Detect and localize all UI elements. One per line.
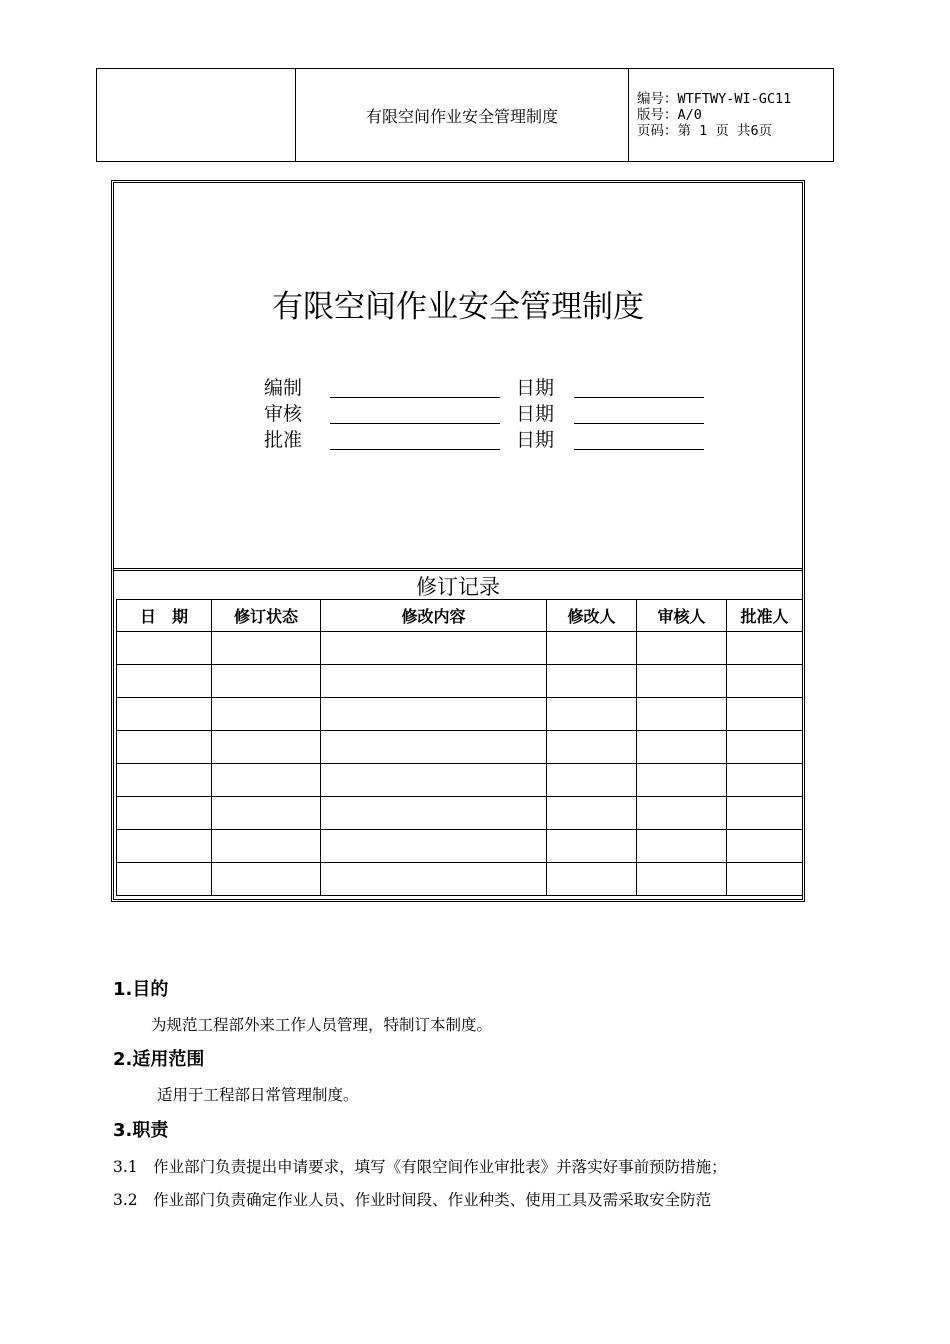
revision-cell bbox=[547, 764, 637, 797]
date-line bbox=[574, 423, 704, 424]
col-header-status: 修订状态 bbox=[212, 600, 321, 632]
signature-label: 审核 bbox=[264, 403, 303, 425]
revision-row bbox=[117, 665, 803, 698]
revision-cell bbox=[547, 665, 637, 698]
header-title: 有限空间作业安全管理制度 bbox=[296, 69, 629, 161]
revision-cell bbox=[321, 830, 547, 863]
revision-cell bbox=[117, 863, 212, 896]
signature-label: 编制 bbox=[264, 377, 303, 399]
date-label: 日期 bbox=[516, 429, 555, 451]
revision-cell bbox=[321, 698, 547, 731]
revision-cell bbox=[727, 632, 803, 665]
signature-line bbox=[330, 449, 500, 450]
date-line bbox=[574, 449, 704, 450]
logo-cell bbox=[97, 69, 296, 161]
revision-cell bbox=[637, 698, 727, 731]
revision-cell bbox=[547, 698, 637, 731]
revision-row bbox=[117, 632, 803, 665]
revision-cell bbox=[117, 698, 212, 731]
revision-cell bbox=[637, 731, 727, 764]
revision-cell bbox=[321, 731, 547, 764]
col-header-date: 日 期 bbox=[117, 600, 212, 632]
revision-cell bbox=[321, 797, 547, 830]
page-number: 页码：第 1 页 共6页 bbox=[637, 123, 773, 139]
signature-line bbox=[330, 397, 500, 398]
revision-row bbox=[117, 698, 803, 731]
revision-cell bbox=[117, 632, 212, 665]
cover-title: 有限空间作业安全管理制度 bbox=[272, 289, 644, 325]
section-paragraph: 3.1 作业部门负责提出申请要求，填写《有限空间作业审批表》并落实好事前预防措施； bbox=[113, 1158, 727, 1176]
revision-cell bbox=[637, 797, 727, 830]
revision-cell bbox=[117, 797, 212, 830]
revision-cell bbox=[117, 665, 212, 698]
cover-box bbox=[111, 180, 805, 902]
revision-cell bbox=[212, 632, 321, 665]
revision-cell bbox=[727, 863, 803, 896]
revision-cell bbox=[321, 863, 547, 896]
header-meta bbox=[629, 69, 833, 161]
revision-cell bbox=[212, 731, 321, 764]
revision-cell bbox=[727, 764, 803, 797]
signature-line bbox=[330, 423, 500, 424]
section-heading-responsibility: 3.职责 bbox=[113, 1120, 169, 1141]
revision-row bbox=[117, 797, 803, 830]
revision-cell bbox=[212, 830, 321, 863]
revision-cell bbox=[117, 731, 212, 764]
col-header-reviewer: 审核人 bbox=[637, 600, 727, 632]
document-version: 版号：A/0 bbox=[637, 107, 702, 123]
revision-row bbox=[117, 764, 803, 797]
col-header-content: 修改内容 bbox=[321, 600, 547, 632]
signature-label: 批准 bbox=[264, 429, 303, 451]
revision-cell bbox=[727, 665, 803, 698]
document-code: 编号：WTFTWY-WI-GC11 bbox=[637, 91, 792, 107]
section-heading-purpose: 1.目的 bbox=[113, 979, 169, 1000]
revision-cell bbox=[321, 764, 547, 797]
revision-cell bbox=[637, 764, 727, 797]
revision-cell bbox=[727, 830, 803, 863]
revision-row bbox=[117, 830, 803, 863]
section-heading-scope: 2.适用范围 bbox=[113, 1049, 205, 1070]
revision-cell bbox=[117, 830, 212, 863]
revision-cell bbox=[637, 863, 727, 896]
revision-cell bbox=[212, 863, 321, 896]
document-header bbox=[96, 68, 834, 162]
revision-cell bbox=[637, 830, 727, 863]
section-paragraph: 为规范工程部外来工作人员管理，特制订本制度。 bbox=[151, 1016, 493, 1034]
revision-title: 修订记录 bbox=[416, 575, 500, 599]
revision-cell bbox=[321, 632, 547, 665]
revision-cell bbox=[212, 764, 321, 797]
date-label: 日期 bbox=[516, 377, 555, 399]
revision-body bbox=[117, 632, 803, 896]
revision-header-row bbox=[117, 600, 803, 632]
revision-cell bbox=[321, 665, 547, 698]
revision-table bbox=[116, 599, 803, 896]
revision-cell bbox=[547, 632, 637, 665]
date-label: 日期 bbox=[516, 403, 555, 425]
revision-cell bbox=[212, 797, 321, 830]
revision-cell bbox=[547, 830, 637, 863]
date-line bbox=[574, 397, 704, 398]
col-header-modifier: 修改人 bbox=[547, 600, 637, 632]
revision-cell bbox=[117, 764, 212, 797]
revision-cell bbox=[547, 731, 637, 764]
revision-cell bbox=[727, 731, 803, 764]
revision-row bbox=[117, 731, 803, 764]
revision-cell bbox=[212, 665, 321, 698]
revision-cell bbox=[212, 698, 321, 731]
revision-row bbox=[117, 863, 803, 896]
col-header-approver: 批准人 bbox=[727, 600, 803, 632]
revision-cell bbox=[727, 797, 803, 830]
revision-cell bbox=[547, 797, 637, 830]
revision-cell bbox=[727, 698, 803, 731]
section-paragraph: 3.2 作业部门负责确定作业人员、作业时间段、作业种类、使用工具及需采取安全防范 bbox=[113, 1191, 712, 1209]
revision-cell bbox=[637, 632, 727, 665]
revision-cell bbox=[547, 863, 637, 896]
revision-cell bbox=[637, 665, 727, 698]
section-paragraph: 适用于工程部日常管理制度。 bbox=[157, 1086, 359, 1104]
